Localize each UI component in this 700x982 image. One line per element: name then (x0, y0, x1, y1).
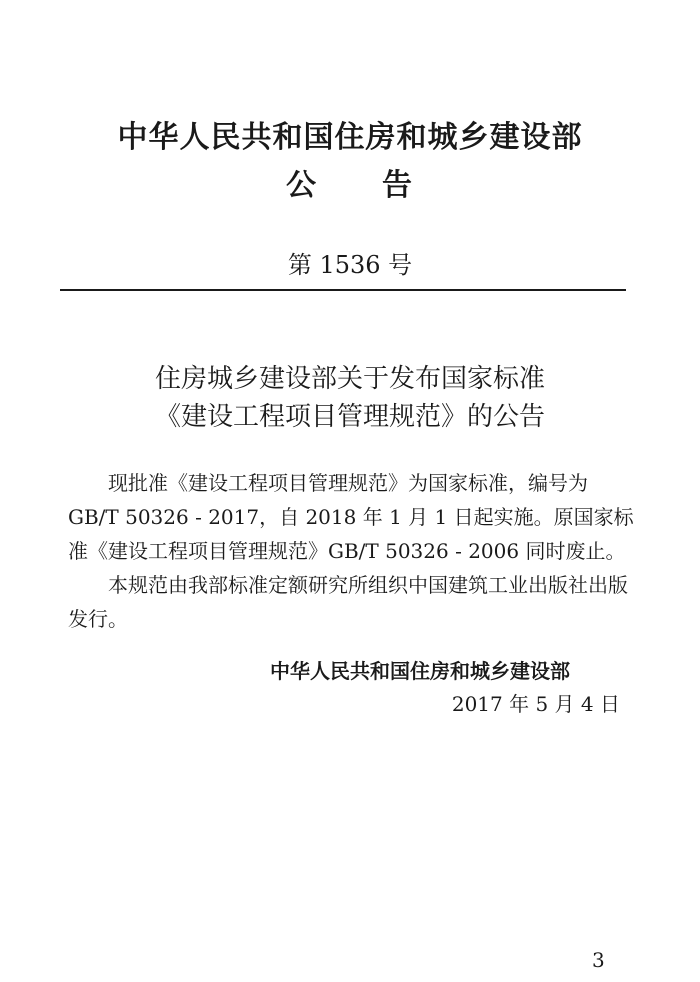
signature-issuer: 中华人民共和国住房和城乡建设部 (270, 659, 570, 683)
page-number: 3 (592, 948, 605, 972)
signature-date: 2017 年 5 月 4 日 (451, 692, 620, 716)
document-number: 第 1536 号 (287, 251, 413, 279)
body-paragraph-2: 本规范由我部标准定额研究所组织中国建筑工业出版社出版发行。 (68, 573, 628, 631)
title-line-1: 住房城乡建设部关于发布国家标准 (154, 364, 545, 394)
announcement-heading: 公 告 (286, 168, 414, 203)
title-line-2: 《建设工程项目管理规范》的公告 (154, 402, 545, 432)
body-paragraph-1: 现批准《建设工程项目管理规范》为国家标准，编号为 GB/T 50326 - 2017，自 2018 年 1 月 1 日起实施。原国家标准《建设工程项目管理规范》GB/T 50326 - 2006 同时废止。 (68, 471, 634, 563)
issuer-heading: 中华人民共和国住房和城乡建设部 (117, 120, 583, 155)
announcement-body (68, 466, 634, 636)
announcement-title (0, 360, 700, 436)
header-divider (60, 289, 626, 291)
